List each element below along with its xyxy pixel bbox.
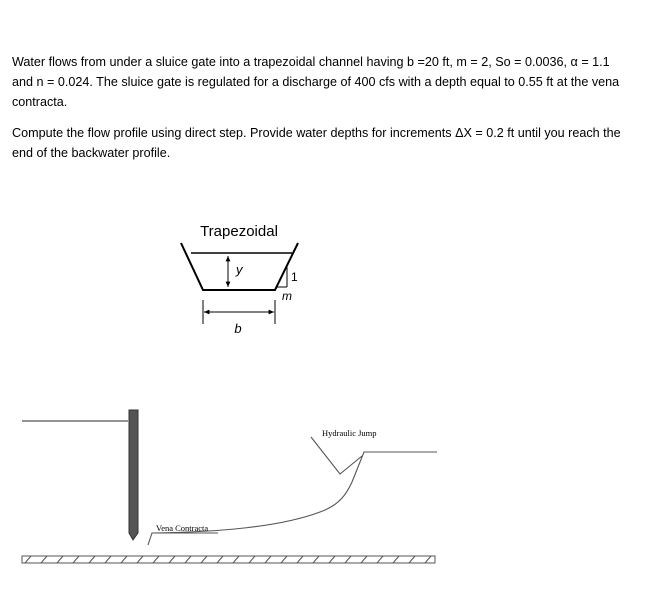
hydraulic-jump-label: Hydraulic Jump [322,428,377,438]
problem-statement: Water flows from under a sluice gate into a trapezoidal channel having b =20 ft, m = 2, So = 0.0036, α = 1.1 and n = 0.024. The sluice gate is regulated for a discharge of 400 cfs with a depth equal to 0.55 ft at the vena contracta. [12,55,620,109]
slope-rise-label: 1 [291,270,298,284]
hydraulic-jump-roller [311,437,362,474]
task-statement: Compute the flow profile using direct step. Provide water depths for increments ΔX = 0.2 ft until you reach the end of the backwater profile. [12,126,621,160]
bed-hatching [25,556,431,563]
sluice-gate [129,410,138,540]
depth-label: y [236,262,243,277]
bottom-width-label: b [234,321,242,336]
trapezoid-title: Trapezoidal [200,223,278,240]
channel-bed [22,556,435,563]
hydraulic-jump-front [352,452,437,482]
vena-contracta-label: Vena Contracta [156,523,209,533]
flow-profile-figure [22,410,437,563]
slope-run-label: m [282,289,292,303]
trapezoid-figure [181,223,298,336]
jet-profile [148,533,218,545]
